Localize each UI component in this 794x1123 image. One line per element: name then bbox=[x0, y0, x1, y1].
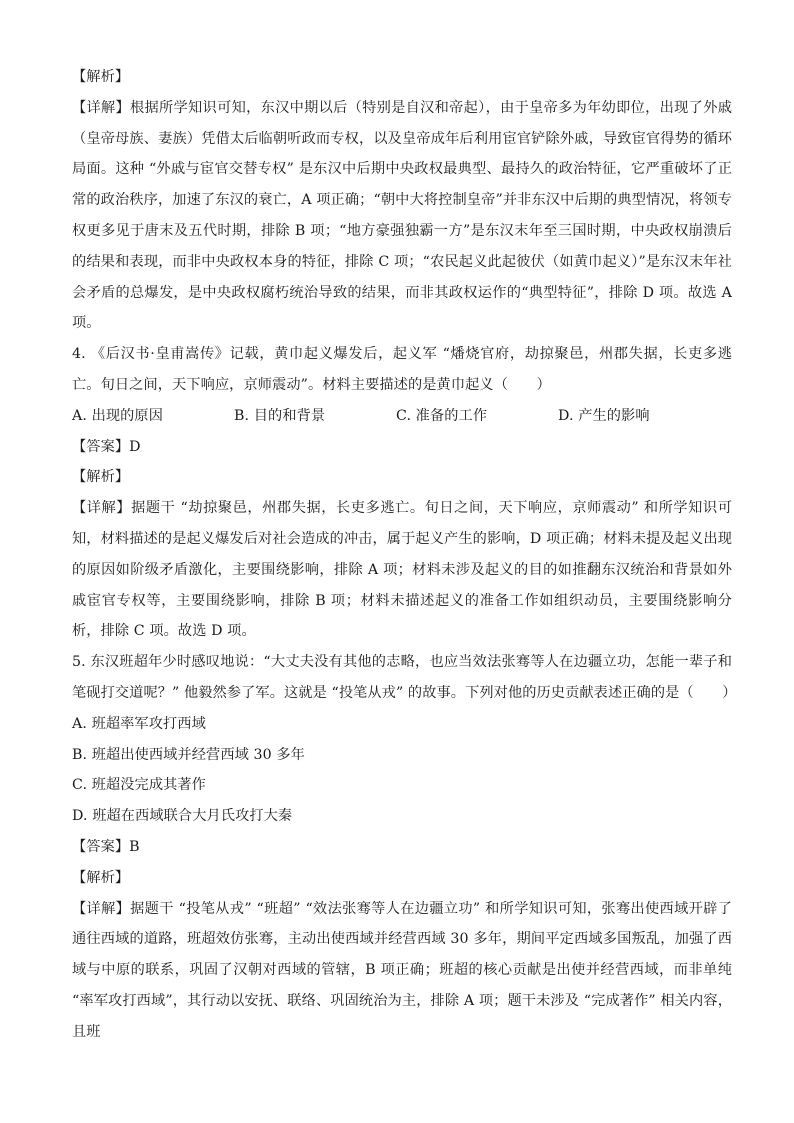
question-4-option-c[interactable]: C. 准备的工作 bbox=[396, 407, 488, 424]
answer-4: 【答案】D bbox=[72, 438, 141, 455]
question-4-option-d[interactable]: D. 产生的影响 bbox=[558, 407, 650, 424]
question-4-options bbox=[72, 401, 732, 432]
explanation-paragraph-5: 【详解】据题干 “投笔从戎” “班超” “效法张骞等人在边疆立功” 和所学知识可知，张骞出使西域开辟了通往西域的道路，班超效仿张骞，主动出使西域并经营西域 30 多年，期间平定西域多国叛乱，加强了西域与中原的联系，巩固了汉朝对西域的管辖，B 项正确；班超的核心贡献是出使并经营西域，而非单纯 “率军攻打西域”，其行动以安抚、联络、巩固统治为主，排除 A 项；题干未涉及 “完成著作” 相关内容，且班 bbox=[72, 900, 732, 1040]
analysis-heading-5: 【解析】 bbox=[72, 869, 130, 886]
question-5: 5. 东汉班超年少时感叹地说：“大丈夫没有其他的志略，也应当效法张骞等人在边疆立功，怎能一辈子和笔砚打交道呢？” 他毅然参了军。这就是 “投笔从戎” 的故事。下列对他的历史贡献表述正确的是（ ） bbox=[72, 654, 737, 701]
analysis-heading: 【解析】 bbox=[72, 69, 130, 85]
answer-5: 【答案】B bbox=[72, 838, 140, 855]
analysis-heading-4: 【解析】 bbox=[72, 469, 130, 486]
document-content bbox=[72, 62, 737, 1048]
explanation-paragraph-3: 【详解】根据所学知识可知，东汉中期以后（特别是自汉和帝起），由于皇帝多为年幼即位，出现了外戚（皇帝母族、妻族）凭借太后临朝听政而专权，以及皇帝成年后利用宦官铲除外戚，导致宦官得势的循环局面。这种 “外戚与宦官交替专权” 是东汉中后期中央政权最典型、最持久的政治特征，它严重破坏了正常的政治秩序，加速了东汉的衰亡，A 项正确；“朝中大将控制皇帝”并非东汉中后期的典型情况，将领专权更多见于唐末及五代时期，排除 B 项；“地方豪强独霸一方”是东汉末年至三国时期，中央政权崩溃后的结果和表现，而非中央政权本身的特征，排除 C 项；“农民起义此起彼伏（如黄巾起义）”是东汉末年社会矛盾的总爆发，是中央政权腐朽统治导致的结果，而非其政权运作的“典型特征”，排除 D 项。故选 A 项。 bbox=[72, 99, 732, 332]
question-4-option-b[interactable]: B. 目的和背景 bbox=[234, 407, 326, 424]
question-5-option-a[interactable]: A. 班超率军攻打西域 bbox=[72, 715, 206, 732]
explanation-paragraph-4: 【详解】据题干 “劫掠聚邑，州郡失据，长吏多逃亡。旬日之间，天下响应，京师震动” 和所学知识可知，材料描述的是起义爆发后对社会造成的冲击，属于起义产生的影响，D 项正确；材料未提及起义出现的原因如阶级矛盾激化，主要围绕影响，排除 A 项；材料未涉及起义的目的如推翻东汉统治和背景如外戚宦官专权等，主要围绕影响，排除 B 项；材料未描述起义的准备工作如组织动员，主要围绕影响分析，排除 C 项。故选 D 项。 bbox=[72, 500, 732, 640]
question-5-option-c[interactable]: C. 班超没完成其著作 bbox=[72, 777, 206, 794]
question-5-option-d[interactable]: D. 班超在西域联合大月氏攻打大秦 bbox=[72, 808, 293, 825]
question-4: 4. 《后汉书·皇甫嵩传》记载，黄巾起义爆发后，起义军 “燔烧官府，劫掠聚邑，州郡失据，长吏多逃亡。旬日之间，天下响应，京师震动”。材料主要描述的是黄巾起义（ ） bbox=[72, 346, 732, 393]
question-4-option-a[interactable]: A. 出现的原因 bbox=[72, 407, 164, 424]
question-5-option-b[interactable]: B. 班超出使西域并经营西域 30 多年 bbox=[72, 746, 305, 763]
